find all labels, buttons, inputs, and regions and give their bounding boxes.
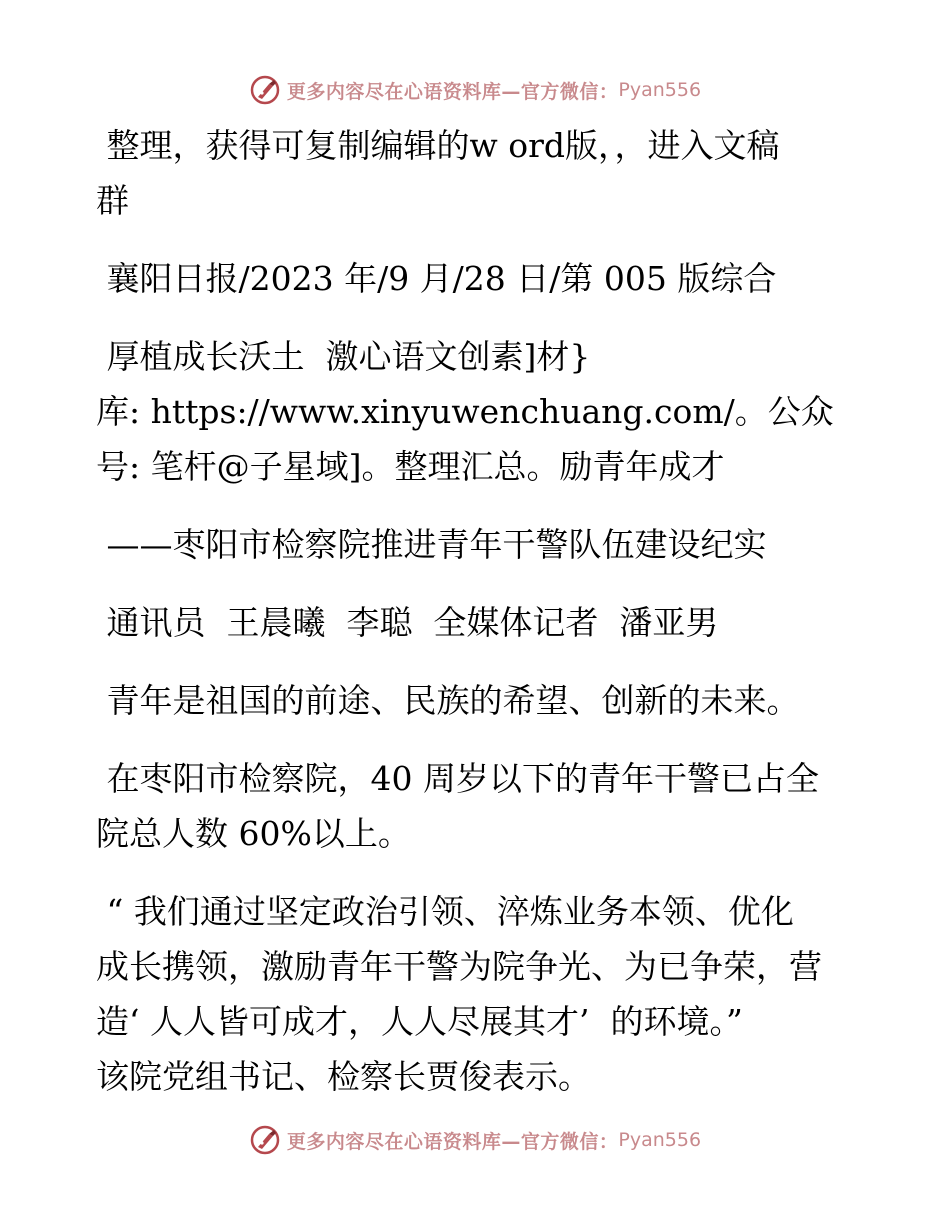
watermark-text: 更多内容尽在心语资料库—官方微信： xyxy=(286,1130,619,1153)
paragraph-line: 造‘ 人人皆可成才，人人尽展其才’ 的环境。” xyxy=(96,1002,743,1041)
intro-line: 整理，获得可复制编辑的w ord版，，进入文稿 xyxy=(96,126,780,165)
paragraph: 青年是祖国的前途、民族的希望、创新的未来。 xyxy=(96,681,800,720)
paragraph-line: 在枣阳市检察院，40 周岁以下的青年干警已占全 xyxy=(96,759,819,798)
intro-line: 群 xyxy=(96,181,129,220)
paragraph-line: 该院党组书记、检察长贾俊表示。 xyxy=(96,1057,591,1096)
source-line: 襄阳日报/2023 年/9 月/28 日/第 005 版综合 xyxy=(96,259,777,298)
headline-line: 号: 笔杆@子星域]。整理汇总。励青年成才 xyxy=(96,447,725,486)
footer-watermark-banner xyxy=(0,1122,950,1158)
subtitle: ——枣阳市检察院推进青年干警队伍建设纪实 xyxy=(96,525,767,564)
watermark-handle: Pyan556 xyxy=(618,1129,702,1151)
headline-line: 库: https://www.xinyuwenchuang.com/。公众 xyxy=(96,392,834,431)
paragraph-line: 院总人数 60%以上。 xyxy=(96,814,411,853)
document-body xyxy=(96,118,856,1104)
header-watermark-banner xyxy=(0,72,950,108)
pen-nib-circle-icon xyxy=(249,1124,281,1156)
paragraph-line: 成长携领，激励青年干警为院争光、为已争荣，营 xyxy=(96,947,822,986)
headline-line: 厚植成长沃土 激心语文创素]材} xyxy=(96,337,591,376)
byline: 通讯员 王晨曦 李聪 全媒体记者 潘亚男 xyxy=(96,603,719,642)
watermark-text: 更多内容尽在心语资料库—官方微信： xyxy=(286,80,619,103)
pen-nib-circle-icon xyxy=(249,74,281,106)
watermark-handle: Pyan556 xyxy=(618,79,702,101)
paragraph-line: “ 我们通过坚定政治引领、淬炼业务本领、优化 xyxy=(96,892,794,931)
